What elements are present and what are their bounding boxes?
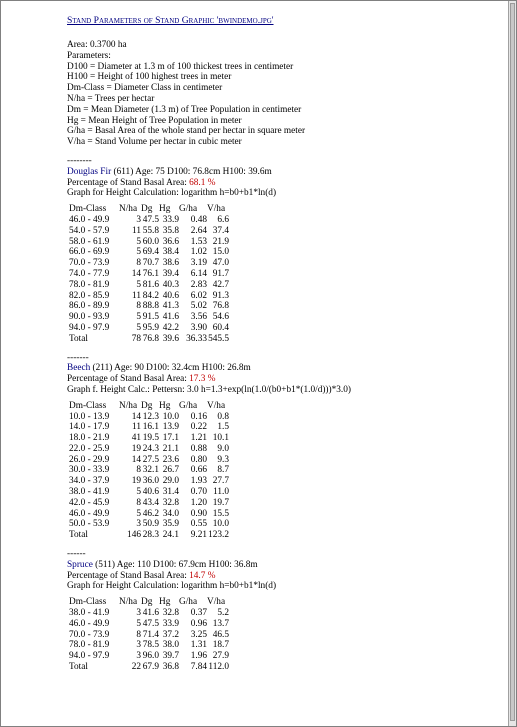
table-cell: 94.0 - 97.9: [69, 322, 110, 333]
table-cell: 3: [136, 651, 141, 662]
table-cell: 76.1: [142, 268, 159, 279]
height-graph-line: Graph f. Height Calc.: Pettersn: 3.0 h=1.3+exp(ln(1.0/(b0+b1*(1.0/d)))*3.0): [67, 384, 351, 395]
legend-line: Dm-Class = Diameter Class in centimeter: [67, 83, 223, 94]
table-cell: 38.0 - 41.9: [69, 608, 110, 619]
table-cell: 96.0: [142, 651, 159, 662]
table-cell: 69.4: [142, 247, 159, 258]
table-cell: 42.7: [212, 279, 229, 290]
table-cell: 78.5: [142, 640, 159, 651]
table-cell: 19.7: [212, 497, 229, 508]
table-cell: 50.9: [142, 519, 159, 530]
table-cell: 91.7: [212, 268, 229, 279]
table-cell: Total: [69, 662, 88, 673]
table-row: [69, 422, 229, 433]
table-row: [69, 519, 229, 530]
height-graph-line: Graph for Height Calculation: logarithm h=b0+b1*ln(d): [67, 188, 277, 199]
report-title: Stand Parameters of Stand Graphic 'bwindemo.jpg': [67, 15, 274, 26]
table-cell: 43.4: [142, 497, 159, 508]
table-cell: 37.2: [162, 629, 179, 640]
table-cell: 94.0 - 97.9: [69, 651, 110, 662]
table-header-row: [69, 597, 229, 608]
table-cell: 46.2: [142, 508, 159, 519]
table-cell: 16.1: [142, 422, 159, 433]
column-header: N/ha: [119, 597, 138, 608]
species-line: [67, 560, 497, 571]
table-cell: 0.8: [217, 411, 229, 422]
table-cell: Total: [69, 333, 88, 344]
table-cell: 1.93: [190, 476, 207, 487]
table-row: [69, 444, 229, 455]
species-section: [67, 549, 497, 673]
total-row: [69, 662, 229, 673]
table-cell: 146: [127, 530, 141, 541]
table-cell: 3.56: [190, 312, 207, 323]
table-cell: 3.90: [190, 322, 207, 333]
diameter-class-table: [69, 597, 229, 673]
table-cell: 32.1: [142, 465, 159, 476]
table-cell: 58.0 - 61.9: [69, 236, 110, 247]
table-cell: 2.83: [190, 279, 207, 290]
basal-area-line: [67, 178, 497, 189]
table-cell: 14: [131, 268, 141, 279]
diameter-class-table: [69, 401, 229, 541]
table-row: [69, 247, 229, 258]
legend-line: V/ha = Stand Volume per hectar in cubic meter: [67, 137, 242, 148]
table-cell: 3: [136, 519, 141, 530]
table-cell: 0.80: [190, 454, 207, 465]
table-row: [69, 455, 229, 466]
table-cell: 86.0 - 89.9: [69, 301, 110, 312]
table-row: [69, 640, 229, 651]
table-cell: 1.21: [190, 433, 207, 444]
table-cell: 0.48: [190, 214, 207, 225]
table-cell: 8.7: [217, 465, 229, 476]
basal-area-label: Percentage of Stand Basal Area:: [67, 374, 190, 385]
table-cell: 33.9: [162, 618, 179, 629]
table-cell: 21.1: [162, 443, 179, 454]
table-row: [69, 498, 229, 509]
table-row: [69, 630, 229, 641]
table-cell: 5.2: [217, 608, 229, 619]
legend-line: Parameters:: [67, 50, 111, 61]
table-row: [69, 237, 229, 248]
section-separator: -------: [67, 352, 89, 363]
table-cell: 0.96: [190, 618, 207, 629]
table-cell: 19: [131, 443, 141, 454]
legend-line: Hg = Mean Height of Tree Population in meter: [67, 115, 242, 126]
table-cell: 3: [136, 214, 141, 225]
vertical-scrollbar[interactable]: [508, 1, 516, 726]
table-cell: 42.2: [162, 322, 179, 333]
table-cell: 8: [136, 301, 141, 312]
species-sections: [67, 156, 497, 673]
column-header: G/ha: [179, 204, 198, 215]
table-cell: 3.25: [190, 629, 207, 640]
table-cell: 46.0 - 49.9: [69, 508, 110, 519]
table-cell: 5.02: [190, 301, 207, 312]
table-cell: 38.6: [162, 258, 179, 269]
table-cell: 90.0 - 93.9: [69, 312, 110, 323]
table-cell: 6.14: [190, 268, 207, 279]
basal-area-line: [67, 571, 497, 582]
table-cell: 545.5: [208, 333, 229, 344]
scrollbar-thumb[interactable]: [510, 3, 515, 721]
table-cell: 19: [131, 476, 141, 487]
table-cell: 55.8: [142, 225, 159, 236]
table-cell: 5: [136, 322, 141, 333]
table-cell: 78.0 - 81.9: [69, 640, 110, 651]
table-cell: 9.3: [217, 454, 229, 465]
table-cell: 32.8: [162, 608, 179, 619]
table-row: [69, 280, 229, 291]
table-cell: 74.0 - 77.9: [69, 268, 110, 279]
column-header: V/ha: [207, 400, 226, 411]
table-row: [69, 476, 229, 487]
table-cell: 13.9: [162, 422, 179, 433]
column-header: Hg: [159, 204, 171, 215]
table-cell: 47.5: [142, 618, 159, 629]
table-cell: 27.7: [212, 476, 229, 487]
table-cell: 47.0: [212, 258, 229, 269]
table-cell: 76.8: [142, 333, 159, 344]
table-cell: 41.3: [162, 301, 179, 312]
section-separator: ------: [67, 549, 86, 560]
species-line: [67, 363, 497, 374]
table-cell: 38.0: [162, 640, 179, 651]
species-line: [67, 167, 497, 178]
table-cell: 15.0: [212, 247, 229, 258]
table-cell: 5: [136, 312, 141, 323]
column-header: Dm-Class: [69, 204, 107, 215]
table-header-row: [69, 401, 229, 412]
table-cell: 28.3: [142, 530, 159, 541]
total-row: [69, 334, 229, 345]
table-cell: 1.31: [190, 640, 207, 651]
species-name: Spruce: [67, 559, 93, 570]
table-cell: 60.0: [142, 236, 159, 247]
table-cell: 42.0 - 45.9: [69, 497, 110, 508]
table-cell: 40.6: [162, 290, 179, 301]
table-cell: 18.0 - 21.9: [69, 433, 110, 444]
table-cell: 36.33: [186, 333, 207, 344]
table-header-row: [69, 204, 229, 215]
table-cell: 29.0: [162, 476, 179, 487]
basal-area-percent: 68.1 %: [189, 177, 216, 188]
table-cell: 14.0 - 17.9: [69, 422, 110, 433]
column-header: Dg: [141, 400, 153, 411]
table-cell: 39.7: [162, 651, 179, 662]
table-cell: 3.19: [190, 258, 207, 269]
table-cell: 11: [132, 422, 141, 433]
table-cell: 31.4: [162, 487, 179, 498]
table-cell: 5: [136, 236, 141, 247]
table-cell: 33.9: [162, 214, 179, 225]
species-name: Beech: [67, 363, 91, 374]
species-section: [67, 353, 497, 542]
table-cell: 0.90: [190, 508, 207, 519]
table-cell: 46.0 - 49.9: [69, 214, 110, 225]
species-info: (211) Age: 90 D100: 32.4cm H100: 26.8m: [90, 363, 251, 374]
table-cell: 26.7: [162, 465, 179, 476]
table-cell: 70.0 - 73.9: [69, 258, 110, 269]
table-cell: 10.0: [212, 519, 229, 530]
table-cell: 8: [136, 497, 141, 508]
table-cell: 23.6: [162, 454, 179, 465]
species-name: Douglas Fir: [67, 166, 112, 177]
table-cell: 35.9: [162, 519, 179, 530]
table-cell: 5: [136, 279, 141, 290]
table-row: [69, 269, 229, 280]
table-cell: 18.7: [212, 640, 229, 651]
legend-line: D100 = Diameter at 1.3 m of 100 thickest trees in centimeter: [67, 61, 294, 72]
table-cell: 54.0 - 57.9: [69, 225, 110, 236]
table-cell: 8: [136, 629, 141, 640]
table-cell: 27.5: [142, 454, 159, 465]
species-info: (611) Age: 75 D100: 76.8cm H100: 39.6m: [111, 166, 272, 177]
table-cell: 0.22: [190, 422, 207, 433]
table-cell: 17.1: [162, 433, 179, 444]
table-cell: 0.37: [190, 608, 207, 619]
table-cell: 12.3: [142, 411, 159, 422]
table-cell: 6.6: [217, 214, 229, 225]
table-cell: 3: [136, 640, 141, 651]
table-row: [69, 509, 229, 520]
table-row: [69, 301, 229, 312]
table-cell: 5: [136, 618, 141, 629]
table-cell: 38.0 - 41.9: [69, 487, 110, 498]
table-cell: 10.0: [162, 411, 179, 422]
table-cell: 0.70: [190, 487, 207, 498]
table-cell: 39.4: [162, 268, 179, 279]
table-cell: 1.20: [190, 497, 207, 508]
table-row: [69, 226, 229, 237]
table-cell: 15.5: [212, 508, 229, 519]
table-cell: 2.64: [190, 225, 207, 236]
table-row: [69, 312, 229, 323]
table-cell: 39.6: [162, 333, 179, 344]
table-cell: 35.8: [162, 225, 179, 236]
table-cell: 9.0: [217, 443, 229, 454]
height-graph-line: Graph for Height Calculation: logarithm h=b0+b1*ln(d): [67, 581, 277, 592]
report-content: [67, 15, 497, 673]
table-cell: 60.4: [212, 322, 229, 333]
basal-area-percent: 14.7 %: [189, 570, 216, 581]
table-cell: 9.21: [190, 530, 207, 541]
table-cell: 0.66: [190, 465, 207, 476]
table-cell: 0.55: [190, 519, 207, 530]
table-cell: 82.0 - 85.9: [69, 290, 110, 301]
table-cell: 27.9: [212, 651, 229, 662]
legend-line: Dm = Mean Diameter (1.3 m) of Tree Population in centimeter: [67, 104, 302, 115]
table-cell: 50.0 - 53.9: [69, 519, 110, 530]
column-header: Dg: [141, 597, 153, 608]
table-row: [69, 291, 229, 302]
legend-line: H100 = Height of 100 highest trees in meter: [67, 72, 232, 83]
table-cell: 11.0: [213, 487, 229, 498]
table-cell: 22: [131, 662, 141, 673]
table-cell: 41.6: [162, 312, 179, 323]
table-cell: 30.0 - 33.9: [69, 465, 110, 476]
table-cell: 7.84: [190, 662, 207, 673]
column-header: V/ha: [207, 597, 226, 608]
table-cell: 78.0 - 81.9: [69, 279, 110, 290]
table-cell: 36.6: [162, 236, 179, 247]
species-section: [67, 156, 497, 345]
table-cell: 24.3: [142, 443, 159, 454]
table-cell: 95.9: [142, 322, 159, 333]
table-cell: 37.4: [212, 225, 229, 236]
table-cell: 3: [136, 608, 141, 619]
table-cell: 6.02: [190, 290, 207, 301]
column-header: Dm-Class: [69, 400, 107, 411]
table-cell: 36.8: [162, 662, 179, 673]
species-info: (511) Age: 110 D100: 67.9cm H100: 36.8m: [92, 559, 258, 570]
table-cell: 1.53: [190, 236, 207, 247]
basal-area-label: Percentage of Stand Basal Area:: [67, 570, 190, 581]
table-cell: 10.0 - 13.9: [69, 411, 110, 422]
table-cell: 1.96: [190, 651, 207, 662]
table-row: [69, 433, 229, 444]
legend-line: G/ha = Basal Area of the whole stand per hectar in square meter: [67, 126, 306, 137]
column-header: N/ha: [119, 204, 138, 215]
legend-line: N/ha = Trees per hectar: [67, 93, 155, 104]
basal-area-line: [67, 374, 497, 385]
parameters-legend: [67, 40, 497, 148]
table-cell: 38.4: [162, 247, 179, 258]
table-cell: 24.1: [162, 530, 179, 541]
table-cell: 112.0: [208, 662, 229, 673]
table-cell: 34.0: [162, 508, 179, 519]
table-cell: 70.0 - 73.9: [69, 629, 110, 640]
column-header: G/ha: [179, 597, 198, 608]
table-row: [69, 651, 229, 662]
table-cell: 78: [131, 333, 141, 344]
table-row: [69, 608, 229, 619]
table-row: [69, 258, 229, 269]
column-header: Dg: [141, 204, 153, 215]
table-cell: 81.6: [142, 279, 159, 290]
table-cell: 21.9: [212, 236, 229, 247]
table-cell: 5: [136, 247, 141, 258]
column-header: V/ha: [207, 204, 226, 215]
table-row: [69, 619, 229, 630]
table-cell: 41.6: [142, 608, 159, 619]
table-cell: 88.8: [142, 301, 159, 312]
table-cell: 11: [132, 225, 141, 236]
table-cell: 26.0 - 29.9: [69, 454, 110, 465]
table-cell: 32.8: [162, 497, 179, 508]
table-cell: 71.4: [142, 629, 159, 640]
table-cell: 41: [131, 433, 141, 444]
table-cell: 123.2: [208, 530, 229, 541]
table-row: [69, 465, 229, 476]
table-cell: 0.88: [190, 443, 207, 454]
total-row: [69, 530, 229, 541]
table-cell: 91.5: [142, 312, 159, 323]
diameter-class-table: [69, 204, 229, 344]
table-cell: 11: [132, 290, 141, 301]
column-header: G/ha: [179, 400, 198, 411]
table-cell: 46.5: [212, 629, 229, 640]
basal-area-percent: 17.3 %: [189, 374, 216, 385]
section-separator: --------: [67, 155, 92, 166]
table-cell: 8: [136, 465, 141, 476]
table-row: [69, 323, 229, 334]
table-cell: Total: [69, 530, 88, 541]
table-cell: 70.7: [142, 258, 159, 269]
table-cell: 76.8: [212, 301, 229, 312]
table-cell: 91.3: [212, 290, 229, 301]
table-cell: 10.1: [212, 433, 229, 444]
table-cell: 1.5: [217, 422, 229, 433]
table-cell: 13.7: [212, 618, 229, 629]
table-cell: 0.16: [190, 411, 207, 422]
table-cell: 40.3: [162, 279, 179, 290]
table-cell: 14: [131, 411, 141, 422]
table-cell: 19.5: [142, 433, 159, 444]
column-header: N/ha: [119, 400, 138, 411]
table-cell: 14: [131, 454, 141, 465]
table-cell: 54.6: [212, 312, 229, 323]
basal-area-label: Percentage of Stand Basal Area:: [67, 177, 190, 188]
table-cell: 46.0 - 49.9: [69, 618, 110, 629]
column-header: Hg: [159, 400, 171, 411]
table-cell: 36.0: [142, 476, 159, 487]
table-cell: 67.9: [142, 662, 159, 673]
table-cell: 1.02: [190, 247, 207, 258]
table-cell: 47.5: [142, 214, 159, 225]
column-header: Hg: [159, 597, 171, 608]
table-cell: 5: [136, 508, 141, 519]
table-row: [69, 487, 229, 498]
column-header: Dm-Class: [69, 597, 107, 608]
table-cell: 8: [136, 258, 141, 269]
legend-line: Area: 0.3700 ha: [67, 40, 127, 50]
table-cell: 22.0 - 25.9: [69, 443, 110, 454]
table-cell: 84.2: [142, 290, 159, 301]
table-cell: 40.6: [142, 487, 159, 498]
table-cell: 5: [136, 487, 141, 498]
table-cell: 66.0 - 69.9: [69, 247, 110, 258]
table-row: [69, 215, 229, 226]
table-row: [69, 412, 229, 423]
table-cell: 34.0 - 37.9: [69, 476, 110, 487]
